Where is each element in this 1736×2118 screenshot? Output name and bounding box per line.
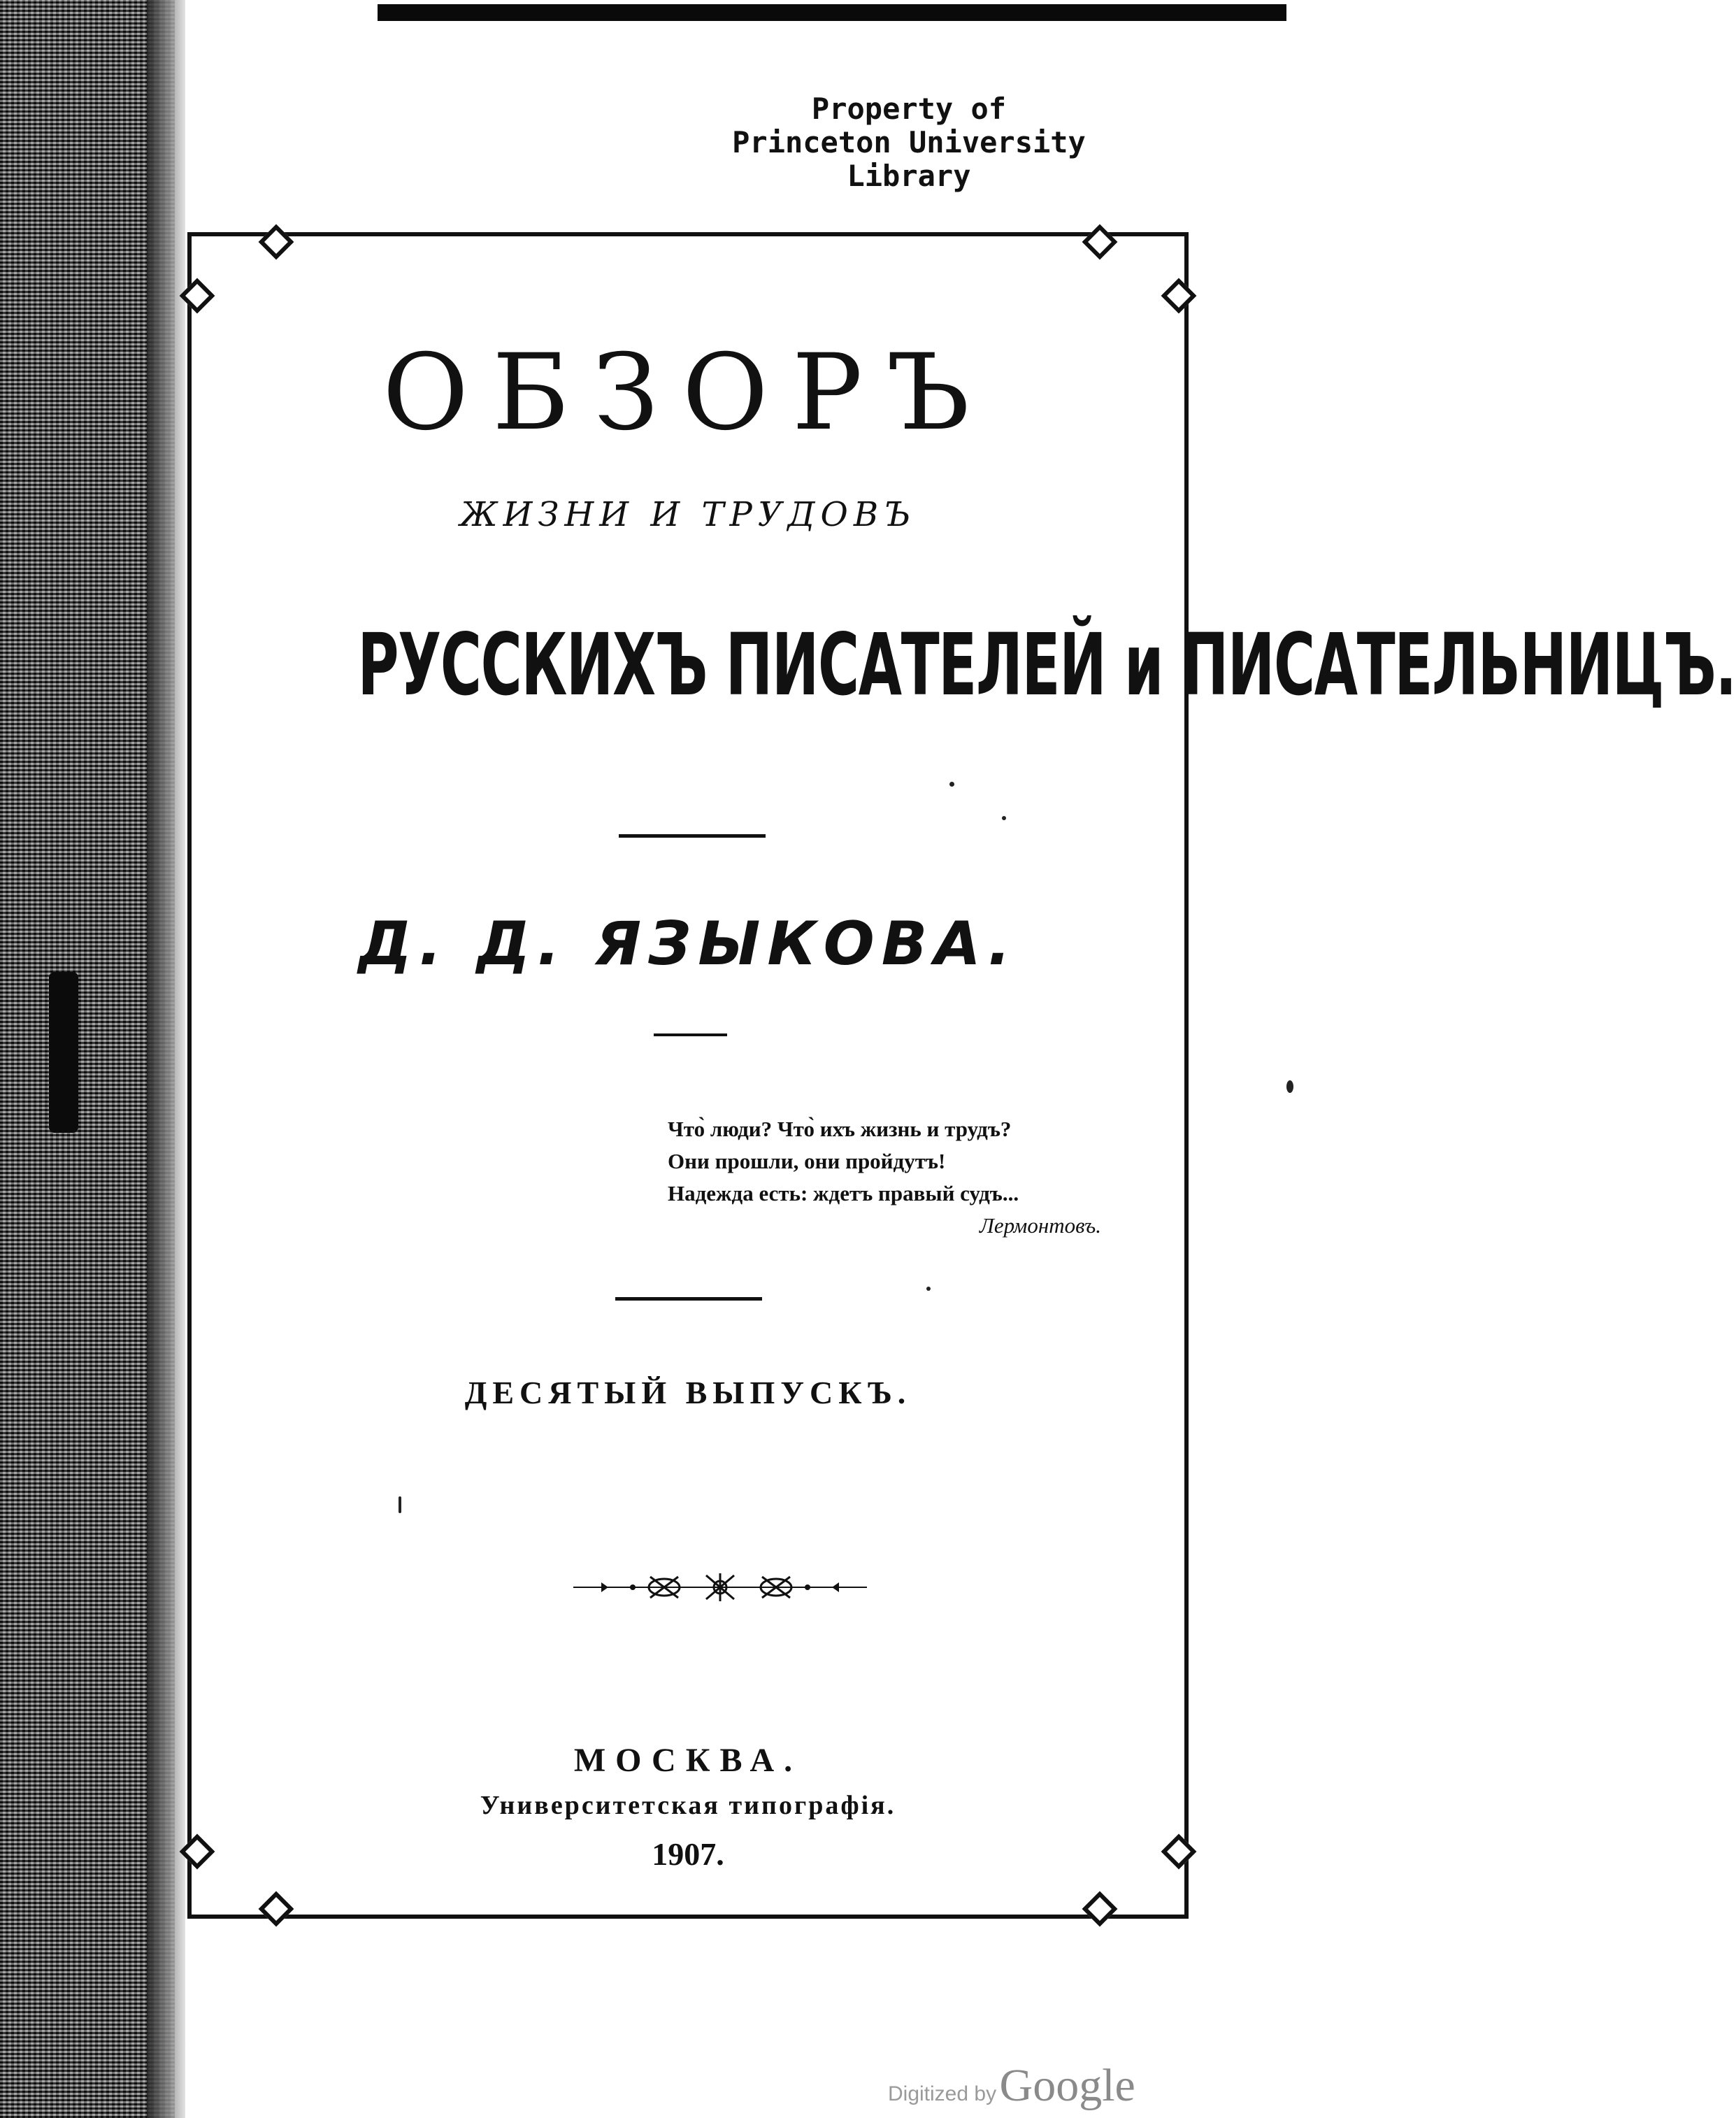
epigraph-signature: Лермонтовъ. — [979, 1213, 1101, 1238]
title-page-frame — [187, 232, 1736, 1919]
imprint-press: Университетская типографія. — [480, 1791, 896, 1820]
scan-speck — [949, 782, 954, 787]
watermark-prefix: Digitized by — [888, 2082, 997, 2105]
ornament-icon — [573, 1570, 867, 1605]
epigraph — [668, 1113, 1143, 1242]
book-heading: РУССКИХЪ ПИСАТЕЛЕЙ и ПИСАТЕЛЬНИЦЪ. — [357, 615, 1736, 715]
binding-edge — [147, 0, 185, 2118]
book-title: ОБЗОРЪ — [382, 332, 993, 454]
epigraph-line-1: Что̀ люди? Что̀ ихъ жизнь и трудъ? — [668, 1117, 1012, 1141]
scan-speck — [1002, 816, 1006, 820]
divider-rule-lower — [615, 1297, 762, 1301]
stamp-line-3: Library — [847, 159, 971, 193]
divider-rule — [619, 834, 766, 838]
imprint-year: 1907. — [652, 1836, 724, 1872]
epigraph-line-2: Они прошли, они пройдутъ! — [668, 1149, 946, 1173]
imprint-city: МОСКВА. — [573, 1742, 803, 1779]
top-scan-bar — [378, 4, 1286, 21]
binding-tab — [49, 972, 78, 1133]
stamp-line-2: Princeton University — [732, 125, 1086, 159]
stamp-line-1: Property of — [811, 92, 1007, 126]
digitized-by-google — [888, 2059, 1135, 2112]
epigraph-line-3: Надежда есть: ждетъ правый судъ... — [668, 1181, 1019, 1205]
google-logo: Google — [999, 2060, 1135, 2111]
scan-speck — [1286, 1080, 1293, 1093]
issue-number: ДЕСЯТЫЙ ВЫПУСКЪ. — [464, 1375, 912, 1410]
scan-speck — [926, 1287, 931, 1291]
book-author: Д. Д. ЯЗЫКОВА. — [358, 909, 1018, 979]
book-subtitle: ЖИЗНИ И ТРУДОВЪ — [459, 495, 917, 534]
scan-speck — [399, 1496, 401, 1513]
library-stamp — [685, 92, 1133, 193]
divider-rule-short — [654, 1033, 727, 1036]
